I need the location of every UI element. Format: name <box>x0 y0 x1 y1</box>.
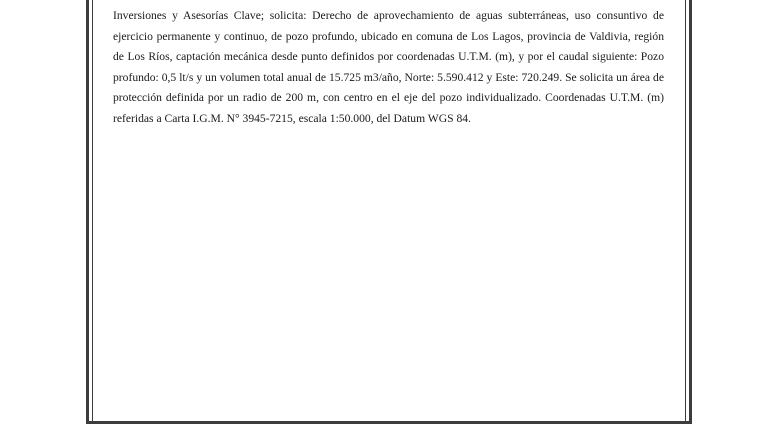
notice-body-text: Inversiones y Asesorías Clave; solicita: Derecho de aprovechamiento de aguas subterráneas, uso consuntivo de ejercicio permanente y continuo, de pozo profundo, ubicado en comuna de Los Lagos, provincia de Valdivia, región de Los Ríos, captación mecánica desde punto definidos por coordenadas U.T.M. (m), y por el caudal siguiente: Pozo profundo: 0,5 lt/s y un volumen total anual de 15.725 m3/año, Norte: 5.590.412 y Este: 720.249. Se solicita un área de protección definida por un radio de 200 m, con centro en el eje del pozo individualizado. Coordenadas U.T.M. (m) referidas a Carta I.G.M. N° 3945-7215, escala 1:50.000, del Datum WGS 84. <box>113 9 664 125</box>
